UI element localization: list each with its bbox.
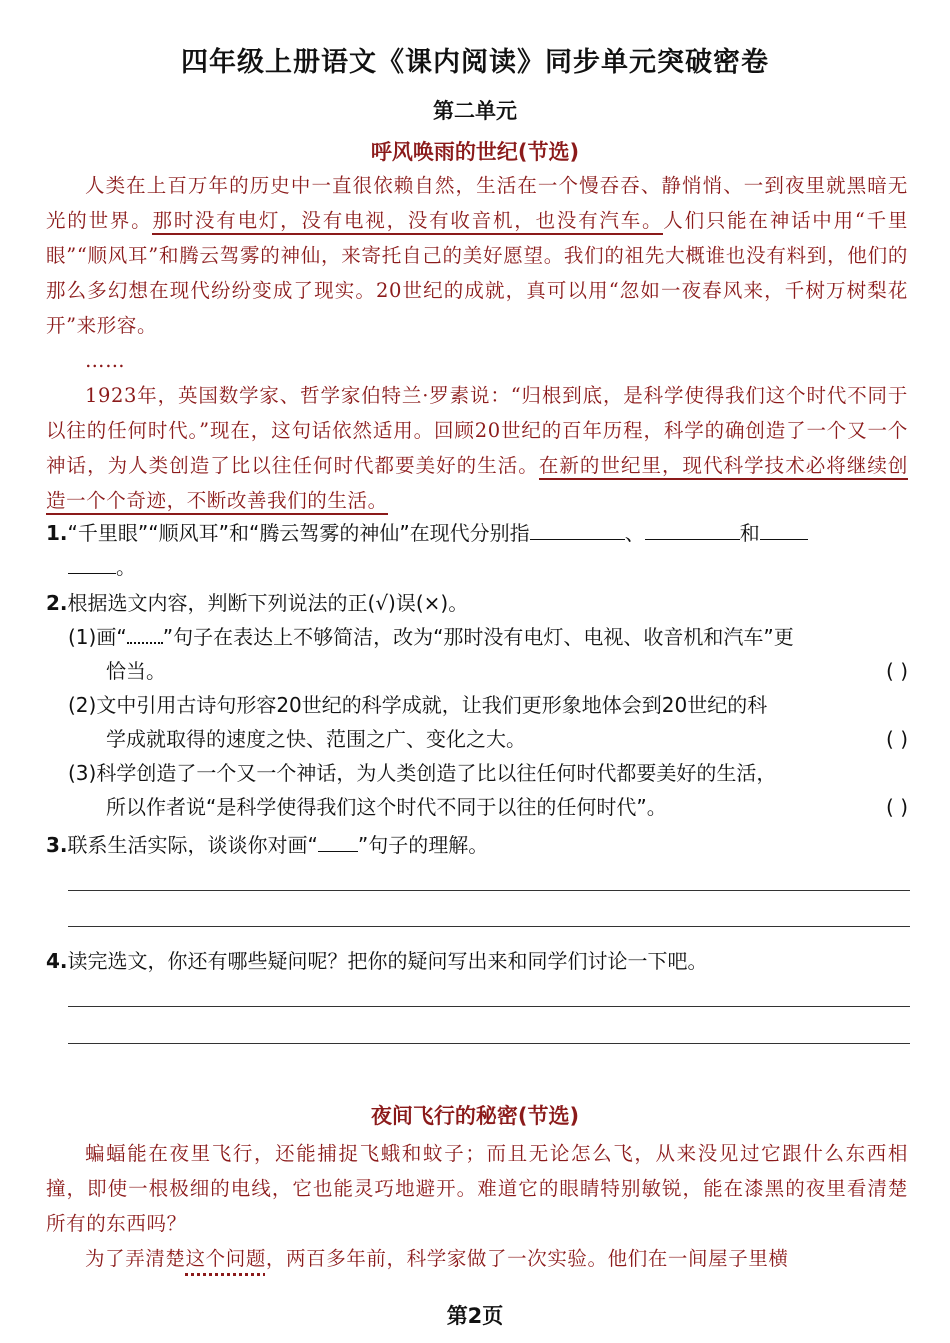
passage2-title: 夜间飞行的秘密(节选) <box>370 1104 580 1128</box>
q2-1-text-b: 恰当。 <box>106 659 166 683</box>
question-1 <box>46 516 908 584</box>
question-3 <box>46 828 908 862</box>
question-1-text: “千里眼”“顺风耳”和“腾云驾雾的神仙”在现代分别指 <box>67 521 530 545</box>
answer-blank-1[interactable] <box>530 517 625 540</box>
q2-3-text-b: 所以作者说“是科学使得我们这个时代不同于以往的任何时代”。 <box>106 795 667 819</box>
page-number: 第2页 <box>446 1304 504 1328</box>
answer-line-3a[interactable] <box>68 890 910 891</box>
passage1-body <box>46 168 908 518</box>
passage1-p1-text-b: 人们只能在神话中用“千里眼”“顺风耳”和腾云驾雾的神仙，来寄托自己的美好愿望。我们的祖先大概谁也没有料到，他们的那么多幻想在现代纷纷变成了现实。20世纪的成就，真可以用“忽如一夜春风来，千树万树梨花开”来形容。 <box>46 209 908 337</box>
q2-2-text-a: (2)文中引用古诗句形容20世纪的科学成就，让我们更形象地体会到20世纪的科 <box>68 693 768 717</box>
question-3-number: 3. <box>46 833 68 857</box>
wavy-line-marker <box>127 642 163 644</box>
passage2-p2-text-b: ，两百多年前，科学家做了一次实验。他们在一间屋子里横 <box>265 1247 789 1270</box>
answer-line-4b[interactable] <box>68 1043 910 1044</box>
passage1-p2-text: 1923年，英国数学家、哲学家伯特兰·罗素说：“归根到底，是科学使得我们这个时代不同于以往的任何时代。”现在，这句话依然适用。回顾20世纪的百年历程，科学的确创造了一个又一个神话，为人类创造了比以往任何时代都要美好的生活。 <box>46 384 908 477</box>
passage1-p2-underlined-sentence: 在新的世纪里，现代科学技术必将继续创造一个个奇迹，不断改善我们的生活。 <box>46 454 908 515</box>
passage1-title: 呼风唤雨的世纪(节选) <box>370 140 580 164</box>
question-2-item-2 <box>46 688 908 756</box>
answer-blank-3[interactable] <box>760 517 808 540</box>
q2-2-text-b: 学成就取得的速度之快、范围之广、变化之大。 <box>106 727 526 751</box>
passage2-paragraph2 <box>46 1241 908 1276</box>
answer-line-4a[interactable] <box>68 1006 910 1007</box>
question-2-number: 2. <box>46 591 68 615</box>
passage2-p2-text-a: 为了弄清楚 <box>85 1247 186 1270</box>
question-3-text-b: ”句子的理解。 <box>357 833 489 857</box>
question-4-number: 4. <box>46 949 68 973</box>
passage2-paragraph1: 蝙蝠能在夜里飞行，还能捕捉飞蛾和蚊子；而且无论怎么飞，从来没见过它跟什么东西相撞，即使一根极细的电线，它也能灵巧地避开。难道它的眼睛特别敏锐，能在漆黑的夜里看清楚所有的东西吗？ <box>46 1142 908 1235</box>
passage1-underlined-sentence: 那时没有电灯，没有电视，没有收音机，也没有汽车。 <box>152 209 663 235</box>
answer-line-3b[interactable] <box>68 926 910 927</box>
question-1-separator-1: 、 <box>624 521 645 545</box>
answer-blank-3-cont[interactable] <box>68 551 116 574</box>
question-2-item-1 <box>46 620 908 688</box>
answer-paren-3[interactable]: ( ) <box>886 795 908 819</box>
question-2-text: 根据选文内容，判断下列说法的正(√)误(×)。 <box>67 591 469 615</box>
unit-title: 第二单元 <box>433 99 517 123</box>
passage1-ellipsis: …… <box>85 349 126 372</box>
question-4 <box>46 944 908 978</box>
question-4-text: 读完选文，你还有哪些疑问呢？把你的疑问写出来和同学们讨论一下吧。 <box>67 949 708 973</box>
answer-paren-1[interactable]: ( ) <box>886 659 908 683</box>
question-1-end: 。 <box>116 555 136 579</box>
passage1-p1-text-a: 人类在上百万年的历史中一直很依赖自然，生活在一个慢吞吞、静悄悄、一到夜里就黑暗无光的世界。 <box>46 174 908 232</box>
answer-blank-2[interactable] <box>645 517 740 540</box>
straight-line-marker <box>318 835 358 852</box>
page-title: 四年级上册语文《课内阅读》同步单元突破密卷 <box>181 47 769 78</box>
passage2-dotted-phrase: 这个问题 <box>185 1247 266 1270</box>
passage1-paragraph2 <box>46 378 908 518</box>
passage1-paragraph1 <box>46 168 908 343</box>
question-2 <box>46 586 908 824</box>
question-1-number: 1. <box>46 521 68 545</box>
q2-1-label: (1)画“ <box>68 625 127 649</box>
q2-3-text-a: (3)科学创造了一个又一个神话，为人类创造了比以往任何时代都要美好的生活， <box>68 761 777 785</box>
q2-1-text-a: ”句子在表达上不够简洁，改为“那时没有电灯、电视、收音机和汽车”更 <box>162 625 794 649</box>
passage2-body <box>46 1136 908 1276</box>
question-3-text-a: 联系生活实际，谈谈你对画“ <box>67 833 318 857</box>
answer-paren-2[interactable]: ( ) <box>886 727 908 751</box>
question-1-separator-2: 和 <box>739 521 760 545</box>
question-2-item-3 <box>46 756 908 824</box>
